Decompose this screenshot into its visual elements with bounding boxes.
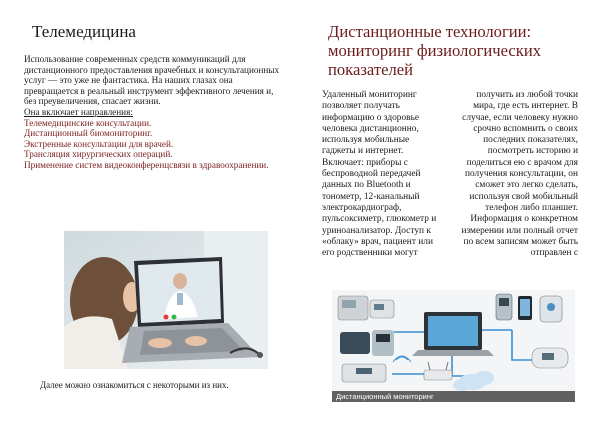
right-title: Дистанционные технологии: мониторинг физиологических показателей (328, 22, 542, 79)
thermometer-icon (532, 348, 568, 368)
list-item: Экстренные консультации для врачей. (24, 138, 174, 149)
list-item: Применение систем видеоконференцсвязи в здравоохранении. (24, 159, 269, 170)
directions-heading: Она включает направления: (24, 106, 133, 117)
column-2-text: получить из любой точки мира, где есть интернет. В случае, если человеку нужно срочно вспомнить о своих последних показателях, посмотреть историю и поделиться ею с врачом для получения консультации, он сможет это легко сделать, используя свой мобильный телефон либо планшет. Информация о конкретном измерении или полный отчет по всем записям может быть отправлен с (461, 90, 578, 259)
pulse-oximeter-icon (540, 296, 562, 322)
monitoring-diagram (332, 290, 575, 402)
phone-icon (518, 296, 532, 320)
list-item: Телемедицинские консультации. (24, 117, 152, 128)
list-item: Трансляция хирургических операций. (24, 149, 173, 160)
left-body (24, 54, 282, 171)
left-title: Телемедицина (32, 22, 136, 41)
telemedicine-photo (64, 231, 268, 369)
left-caption: Далее можно ознакомиться с некоторыми из них. (40, 380, 229, 390)
column-1-text: Удаленный мониторинг позволяет получать информацию о здоровье человека дистанционно, используя мобильные гаджеты и интернет. Включает: приборы с беспроводной передачей данных по Bluetooth и тонометр, 12-канальный электрокардиограф, пульсоксиметр, глюкометр и уринoанализатор. Доступ к «облаку» врач, пациент или его родственники могут (322, 90, 437, 259)
text-column-1 (322, 90, 440, 259)
text-column-2 (460, 90, 578, 259)
list-item: Дистанционный биомониторинг. (24, 128, 153, 139)
scale-icon (342, 364, 386, 382)
diagram-caption: Дистанционный мониторинг (332, 391, 575, 402)
cuff-device-icon (340, 330, 394, 356)
directions-list (24, 118, 282, 171)
glucometer-icon (496, 294, 512, 320)
intro-paragraph: Использование современных средств коммуникаций для дистанционного предоставления врачебных и консультационных услуг — это уже не фантастика. На наших глазах она превращается в реальный инструмент эффективного лечения и, без преувеличения, спасает жизни. (24, 54, 280, 107)
